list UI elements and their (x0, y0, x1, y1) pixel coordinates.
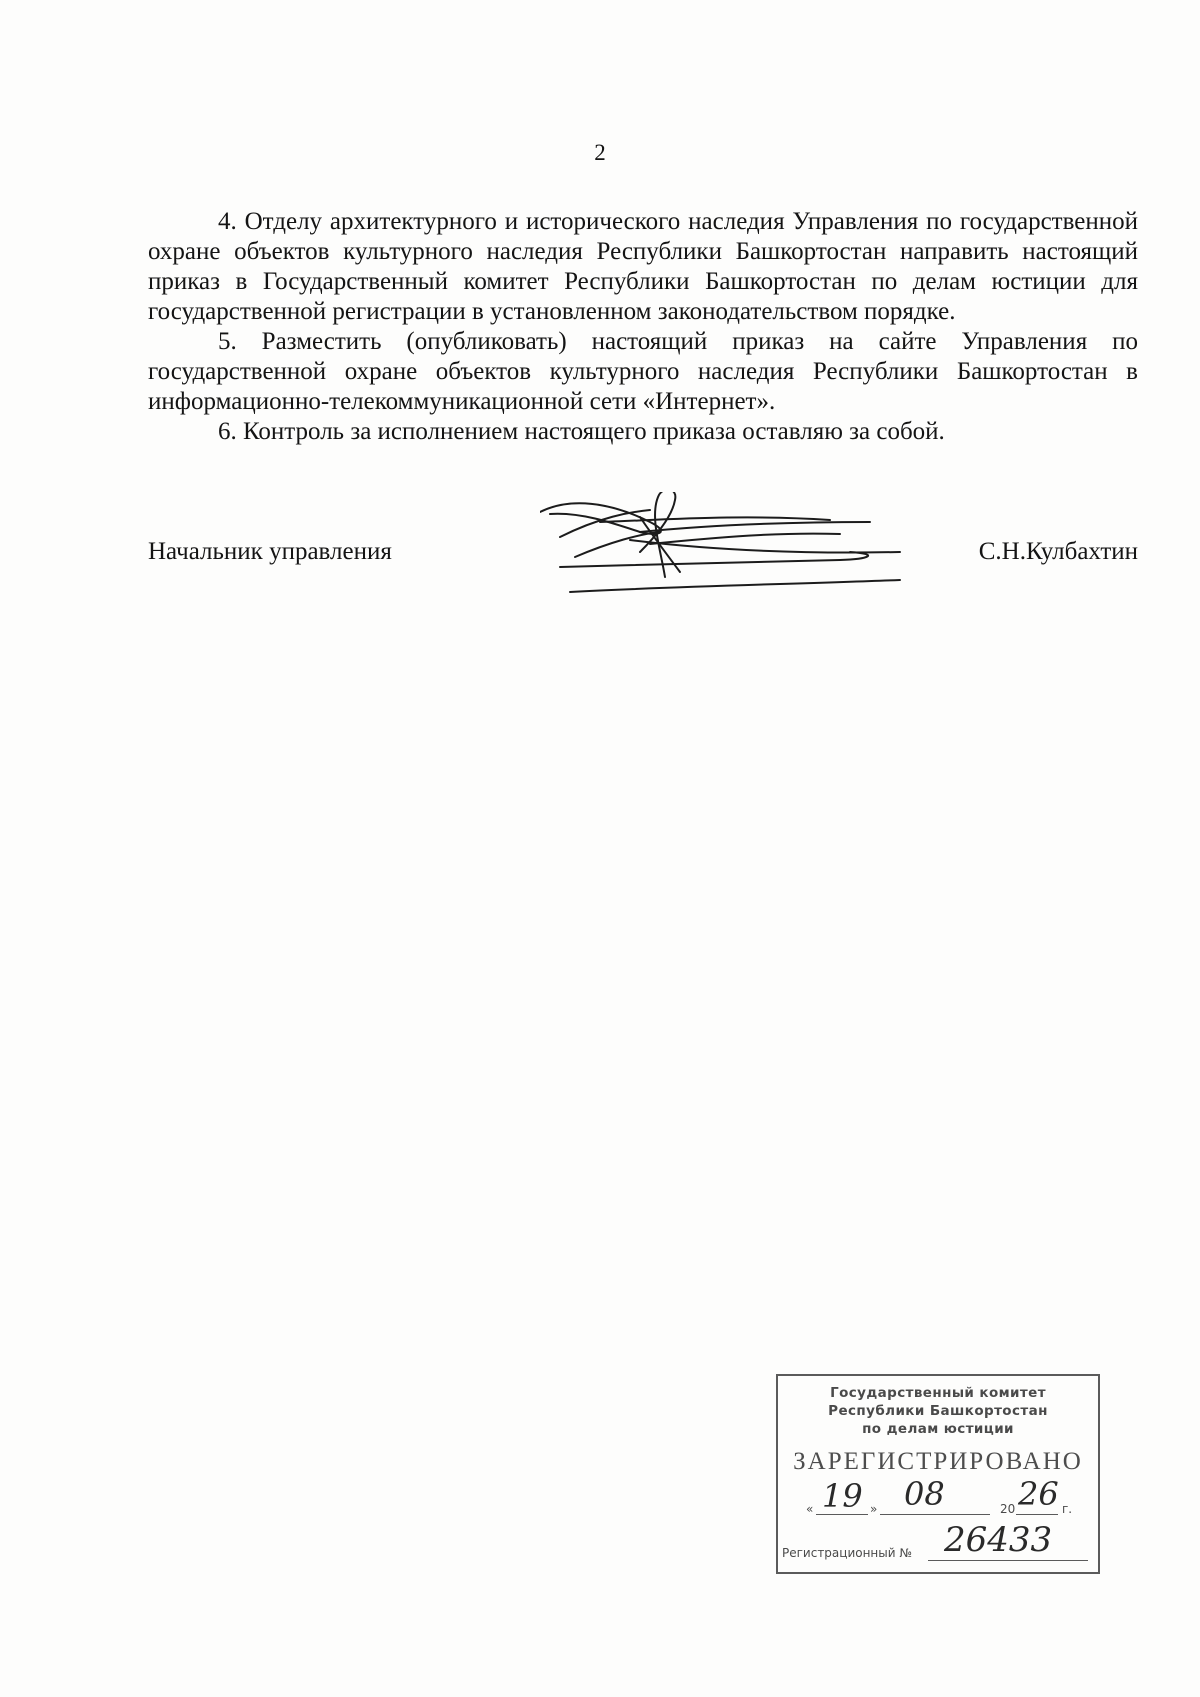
stamp-authority-line-3: по делам юстиции (862, 1421, 1014, 1437)
paragraph-4: 4. Отделу архитектурного и исторического наследия Управления по государственной охране объектов культурного наследия Республики Башкортостан направить настоящий приказ в Государственный комитет Республики Башкортостан по делам юстиции для государственной регистрации в установленном законодательством порядке. (148, 208, 1138, 325)
stamp-authority-line-2: Республики Башкортостан (828, 1403, 1048, 1419)
date-quote-close: » (870, 1502, 878, 1516)
date-month: 08 (904, 1475, 945, 1513)
date-year-prefix: 20 (1000, 1502, 1016, 1516)
year-underline (1016, 1514, 1058, 1515)
stamp-reg-number: 26433 (944, 1520, 1053, 1560)
signatory-name: С.Н.Кулбахтин (978, 538, 1138, 565)
day-underline (816, 1514, 868, 1515)
page-number: 2 (594, 140, 606, 165)
signatory-title: Начальник управления (148, 538, 392, 565)
date-year-unit: г. (1062, 1502, 1073, 1516)
handwritten-signature (540, 492, 940, 612)
reg-number-underline (928, 1560, 1088, 1561)
stamp-authority-line-1: Государственный комитет (830, 1385, 1046, 1401)
paragraph-6: 6. Контроль за исполнением настоящего приказа оставляю за собой. (218, 418, 945, 445)
date-day: 19 (822, 1477, 863, 1515)
stamp-date (806, 1475, 1088, 1524)
stamp-reg-label: Регистрационный № (782, 1546, 912, 1560)
order-body (148, 207, 1138, 447)
registration-stamp (776, 1374, 1100, 1574)
date-quote-open: « (806, 1502, 814, 1516)
date-year-suffix: 26 (1018, 1475, 1059, 1513)
paragraph-5: 5. Разместить (опубликовать) настоящий приказ на сайте Управления по государственной охране объектов культурного наследия Республики Башкортостан в информационно-телекоммуникационной сети «Интернет». (148, 328, 1138, 415)
stamp-registered-label: ЗАРЕГИСТРИРОВАНО (793, 1448, 1083, 1475)
month-underline (880, 1514, 990, 1515)
